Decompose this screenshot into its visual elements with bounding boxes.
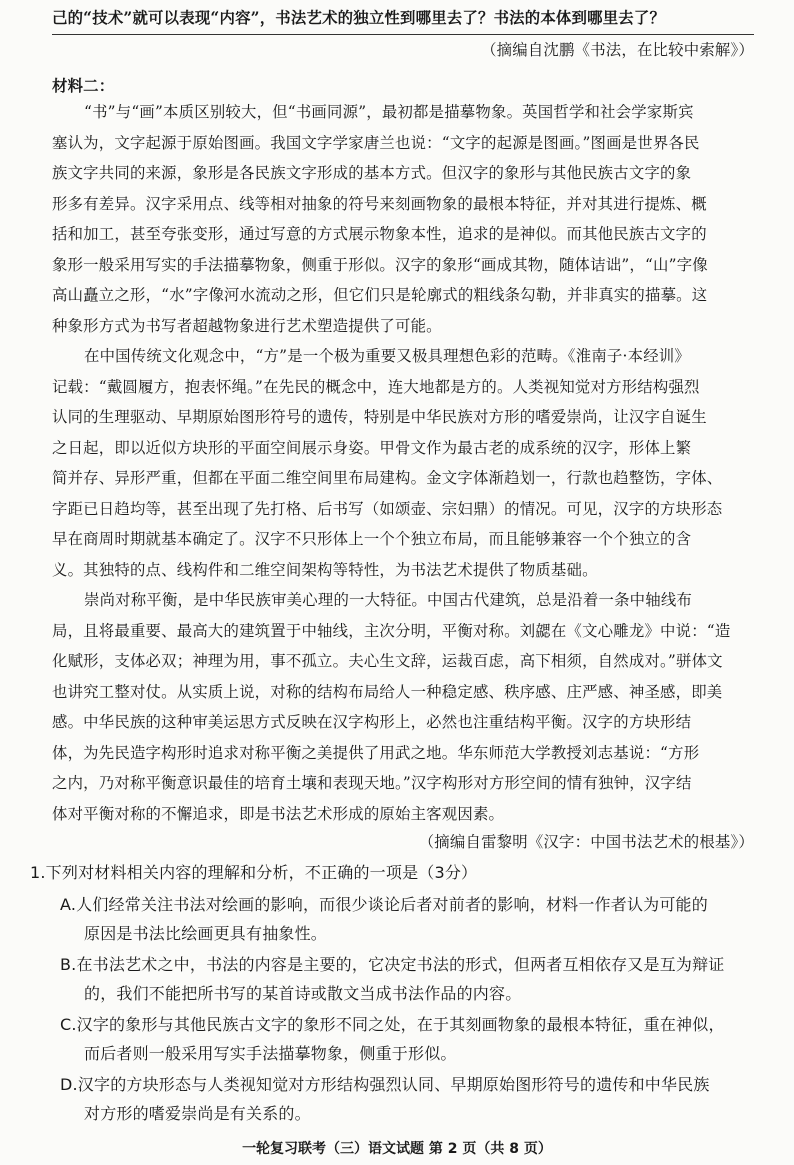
material-2-line: 塞认为，文字起源于原始图画。我国文字学家唐兰也说：“文字的起源是图画。”图画是世界各民: [52, 133, 700, 152]
continued-text-line: 己的“技术”就可以表现“内容”，书法艺术的独立性到哪里去了？书法的本体到哪里去了？: [52, 9, 666, 27]
material-2-line: 简并存、异形严重，但都在平面二维空间里布局建构。金文字体渐趋划一，行款也趋整饬，字体、: [52, 469, 723, 487]
material-2-line: 在中国传统文化观念中，“方”是一个极为重要又极具理想色彩的范畴。《淮南子·本经训》: [84, 347, 690, 365]
material-2-line: 局，且将最重要、最高大的建筑置于中轴线，主次分明，平衡对称。刘勰在《文心雕龙》中说：“造: [52, 621, 731, 640]
question-1-stem: 1.下列对材料相关内容的理解和分析，不正确的一项是（3分）: [30, 863, 478, 882]
option-B-line: B.在书法艺术之中，书法的内容是主要的，它决定书法的形式，但两者互相依存又是互为辩证: [60, 955, 725, 974]
option-C-line: 而后者则一般采用写实手法描摹物象，侧重于形似。: [84, 1044, 457, 1063]
material-2-line: “书”与“画”本质区别较大，但“书画同源”，最初都是描摹物象。英国哲学和社会学家斯宾: [84, 103, 694, 121]
material-2-line: 义。其独特的点、线构件和二维空间架构等特性，为书法艺术提供了物质基础。: [52, 560, 598, 579]
material-2-line: 崇尚对称平衡，是中华民族审美心理的一大特征。中国古代建筑，总是沿着一条中轴线布: [84, 591, 693, 609]
material-2-line: 化赋形，支体必双；神理为用，事不孤立。夫心生文辞，运裁百虑，高下相须，自然成对。”骈体文: [52, 652, 723, 670]
material-2-line: 记载：“戴圆履方，抱表怀绳。”在先民的概念中，连大地都是方的。人类视知觉对方形结构强烈: [52, 377, 700, 396]
divider-rule: [52, 34, 754, 35]
material-2-line: 种象形方式为书写者超越物象进行艺术塑造提供了可能。: [52, 316, 442, 335]
option-B-line: 的，我们不能把所书写的某首诗或散文当成书法作品的内容。: [84, 984, 522, 1003]
source-citation-1: （摘编自沈鹏《书法，在比较中索解》）: [481, 41, 754, 59]
source-citation-2: （摘编自雷黎明《汉字：中国书法艺术的根基》）: [418, 833, 754, 851]
option-C-line: C.汉字的象形与其他民族古文字的象形不同之处，在于其刻画物象的最根本特征，重在神似，: [60, 1015, 725, 1034]
material-2-line: 之内，乃对称平衡意识最佳的培育土壤和表现天地。”汉字构形对方形空间的情有独钟，汉字结: [52, 774, 692, 792]
material-2-line: 早在商周时期就基本确定了。汉字不只形体上一个个独立布局，而且能够兼容一个个独立的含: [52, 530, 692, 548]
option-D-line: 对方形的嗜爱崇尚是有关系的。: [84, 1104, 311, 1123]
page-footer: 一轮复习联考（三）语文试题 第 2 页（共 8 页）: [242, 1141, 552, 1157]
material-2-heading: 材料二：: [52, 77, 115, 95]
material-2-line: 体，为先民造字构形时追求对称平衡之美提供了用武之地。华东师范大学教授刘志基说：“方形: [52, 743, 700, 762]
option-A-line: 原因是书法比绘画更具有抽象性。: [84, 924, 328, 943]
option-A-line: A.人们经常关注书法对绘画的影响，而很少谈论后者对前者的影响，材料一作者认为可能的: [60, 895, 708, 914]
material-2-line: 形多有差异。汉字采用点、线等相对抽象的符号来刻画物象的最根本特征，并对其进行提炼、概: [52, 194, 707, 213]
material-2-line: 也讲究工整对仗。从实质上说，对称的结构布局给人一种稳定感、秩序感、庄严感、神圣感，即美: [52, 682, 723, 701]
material-2-line: 象形一般采用写实的手法描摹物象，侧重于形似。汉字的象形“画成其物，随体诘诎”，“山”字像: [52, 255, 708, 274]
material-2-line: 之日起，即以近似方块形的平面空间展示身姿。甲骨文作为最古老的成系统的汉字，形体上繁: [52, 438, 692, 457]
material-2-line: 感。中华民族的这种审美运思方式反映在汉字构形上，必然也注重结构平衡。汉字的方块形结: [52, 713, 692, 731]
option-D-line: D.汉字的方块形态与人类视知觉对方形结构强烈认同、早期原始图形符号的遗传和中华民族: [60, 1075, 710, 1094]
material-2-line: 体对平衡对称的不懈追求，即是书法艺术形成的原始主客观因素。: [52, 804, 505, 823]
material-2-line: 族文字共同的来源，象形是各民族文字形成的基本方式。但汉字的象形与其他民族古文字的象: [52, 164, 692, 182]
material-2-line: 高山矗立之形，“水”字像河水流动之形，但它们只是轮廓式的粗线条勾勒，并非真实的描摹。这: [52, 286, 708, 304]
material-2-line: 认同的生理驱动、早期原始图形符号的遗传，特别是中华民族对方形的嗜爱崇尚，让汉字自诞生: [52, 408, 707, 426]
material-2-line: 括和加工，甚至夸张变形，通过写意的方式展示物象本性，追求的是神似。而其他民族古文字的: [52, 225, 707, 243]
material-2-line: 字距已日趋均等，甚至出现了先打格、后书写（如颂壶、宗妇鼎）的情况。可见，汉字的方块形态: [52, 499, 723, 518]
